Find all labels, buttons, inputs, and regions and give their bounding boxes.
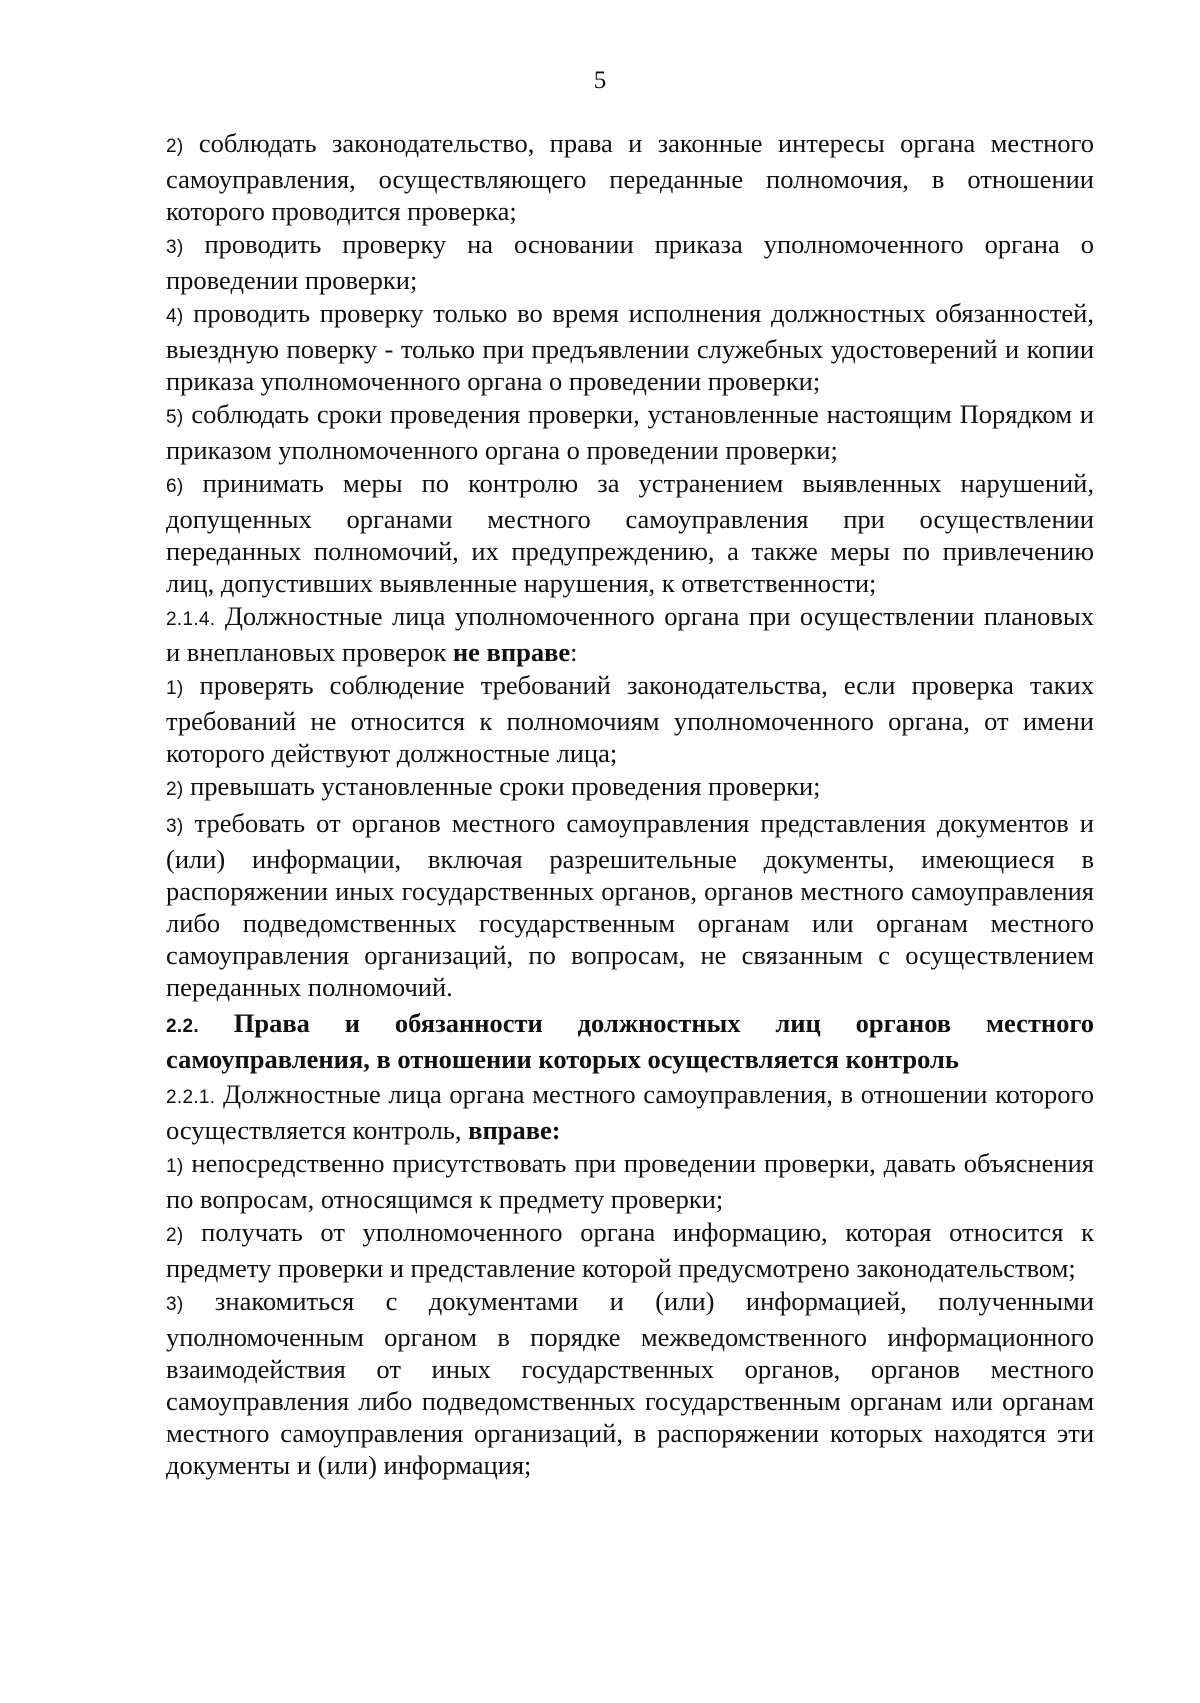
- section-heading: [166, 1007, 1094, 1075]
- list-item: [166, 807, 1094, 1003]
- item-number: 5): [166, 407, 184, 428]
- list-item: [166, 1285, 1094, 1481]
- item-text: получать от уполномоченного органа информацию, которая относится к предмету проверки и представление которой предусмотрено законодательством;: [166, 1217, 1094, 1283]
- item-number: 2): [166, 136, 184, 157]
- section-number: 2.2.: [166, 1016, 199, 1037]
- clause-paragraph: [166, 1078, 1094, 1146]
- item-number: 1): [166, 678, 184, 699]
- item-number: 3): [166, 1294, 184, 1315]
- list-item: [166, 127, 1094, 227]
- item-number: 4): [166, 306, 184, 327]
- list-item: [166, 228, 1094, 296]
- clause-paragraph: [166, 600, 1094, 668]
- item-text: непосредственно присутствовать при проведении проверки, давать объяснения по вопросам, относящимся к предмету проверки;: [166, 1148, 1094, 1214]
- item-text: проводить проверку на основании приказа уполномоченного органа о проведении проверки;: [166, 229, 1094, 295]
- item-text: знакомиться с документами и (или) информацией, полученными уполномоченным органом в порядке межведомственного информационного взаимодействия от иных государственных органов, органов местного самоуправления либо подведомственных государственным органам или органам местного самоуправления организаций, в распоряжении которых находятся эти документы и (или) информация;: [166, 1286, 1094, 1480]
- list-item: [166, 770, 1094, 806]
- item-number: 6): [166, 476, 184, 497]
- item-number: 3): [166, 816, 184, 837]
- document-body: [166, 127, 1094, 1482]
- list-item: [166, 467, 1094, 599]
- item-text: соблюдать сроки проведения проверки, установленные настоящим Порядком и приказом уполномоченного органа о проведении проверки;: [166, 399, 1094, 465]
- clause-emphasis: не вправе: [452, 637, 571, 667]
- list-item: [166, 669, 1094, 769]
- item-text: проверять соблюдение требований законодательства, если проверка таких требований не относится к полномочиям уполномоченного органа, от имени которого действуют должностные лица;: [166, 670, 1094, 768]
- clause-number: 2.2.1.: [166, 1087, 216, 1108]
- clause-text: Должностные лица органа местного самоуправления, в отношении которого осуществляется контроль,: [166, 1079, 1094, 1145]
- item-number: 2): [166, 779, 184, 800]
- clause-emphasis: вправе:: [468, 1115, 561, 1145]
- clause-tail: :: [570, 637, 578, 667]
- item-text: принимать меры по контролю за устранением выявленных нарушений, допущенных органами местного самоуправления при осуществлении переданных полномочий, их предупреждению, а также меры по привлечению лиц, допустивших выявленные нарушения, к ответственности;: [166, 468, 1094, 598]
- clause-text: Должностные лица уполномоченного органа при осуществлении плановых и внеплановых проверок: [166, 601, 1094, 667]
- item-number: 3): [166, 237, 184, 258]
- item-text: проводить проверку только во время исполнения должностных обязанностей, выездную поверку - только при предъявлении служебных удостоверений и копии приказа уполномоченного органа о проведении проверки;: [166, 298, 1094, 396]
- list-item: [166, 297, 1094, 397]
- list-item: [166, 1147, 1094, 1215]
- page-number: 5: [593, 67, 607, 94]
- item-number: 2): [166, 1225, 184, 1246]
- item-text: превышать установленные сроки проведения проверки;: [183, 771, 821, 801]
- item-text: требовать от органов местного самоуправления представления документов и (или) информации, включая разрешительные документы, имеющиеся в распоряжении иных государственных органов, органов местного самоуправления либо подведомственных государственным органам или органам местного самоуправления организаций, по вопросам, не связанным с осуществлением переданных полномочий.: [166, 808, 1094, 1002]
- section-title: Права и обязанности должностных лиц органов местного самоуправления, в отношении которых осуществляется контроль: [166, 1008, 1094, 1074]
- item-number: 1): [166, 1156, 184, 1177]
- list-item: [166, 1216, 1094, 1284]
- item-text: соблюдать законодательство, права и законные интересы органа местного самоуправления, осуществляющего переданные полномочия, в отношении которого проводится проверка;: [166, 128, 1094, 226]
- list-item: [166, 398, 1094, 466]
- clause-number: 2.1.4.: [166, 609, 216, 630]
